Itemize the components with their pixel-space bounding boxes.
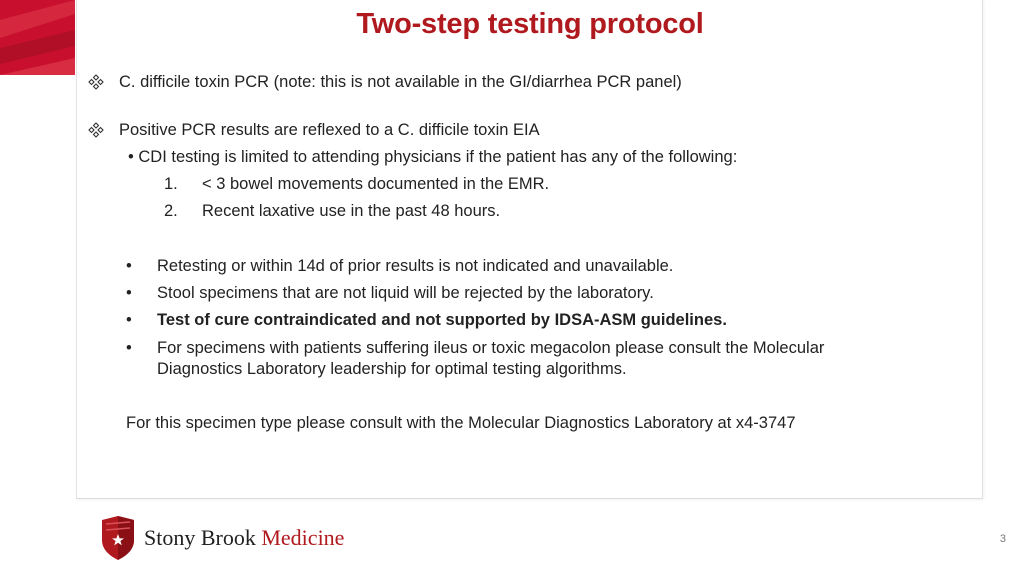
numbered-item-text: < 3 bowel movements documented in the EMR. bbox=[202, 175, 550, 193]
logo-name-part2: Medicine bbox=[261, 525, 345, 550]
bullet-dot: • bbox=[126, 339, 132, 357]
numbered-item-number: 2. bbox=[164, 202, 178, 220]
consult-note: For this specimen type please consult with the Molecular Diagnostics Laboratory at x4-3747 bbox=[126, 414, 796, 432]
logo-name-part1: Stony Brook bbox=[144, 525, 262, 550]
sub-bullet-cdi-testing: • CDI testing is limited to attending physicians if the patient has any of the following: bbox=[128, 148, 738, 166]
four-diamond-bullet-icon bbox=[88, 122, 104, 138]
bullet-dot: • bbox=[126, 311, 132, 329]
bullet-reflex-eia: Positive PCR results are reflexed to a C. difficile toxin EIA bbox=[119, 121, 540, 139]
bullet-retesting: Retesting or within 14d of prior results is not indicated and unavailable. bbox=[157, 257, 674, 275]
bullet-ileus-line1: For specimens with patients suffering ileus or toxic megacolon please consult the Molecular bbox=[157, 339, 825, 357]
bullet-ileus-line2: Diagnostics Laboratory leadership for optimal testing algorithms. bbox=[157, 360, 627, 378]
bullet-stool-specimens: Stool specimens that are not liquid will be rejected by the laboratory. bbox=[157, 284, 654, 302]
bullet-dot: • bbox=[126, 257, 132, 275]
bullet-pcr: C. difficile toxin PCR (note: this is not available in the GI/diarrhea PCR panel) bbox=[119, 73, 682, 91]
numbered-item-number: 1. bbox=[164, 175, 178, 193]
page-number: 3 bbox=[999, 533, 1006, 545]
bullet-test-of-cure: Test of cure contraindicated and not supported by IDSA-ASM guidelines. bbox=[157, 311, 727, 329]
page-title: Two-step testing protocol bbox=[356, 8, 704, 40]
four-diamond-bullet-icon bbox=[88, 74, 104, 90]
stony-brook-shield-icon bbox=[100, 516, 136, 560]
stony-brook-medicine-logo bbox=[100, 515, 344, 561]
bullet-dot: • bbox=[126, 284, 132, 302]
logo-wordmark bbox=[144, 525, 344, 551]
numbered-item-text: Recent laxative use in the past 48 hours. bbox=[202, 202, 501, 220]
